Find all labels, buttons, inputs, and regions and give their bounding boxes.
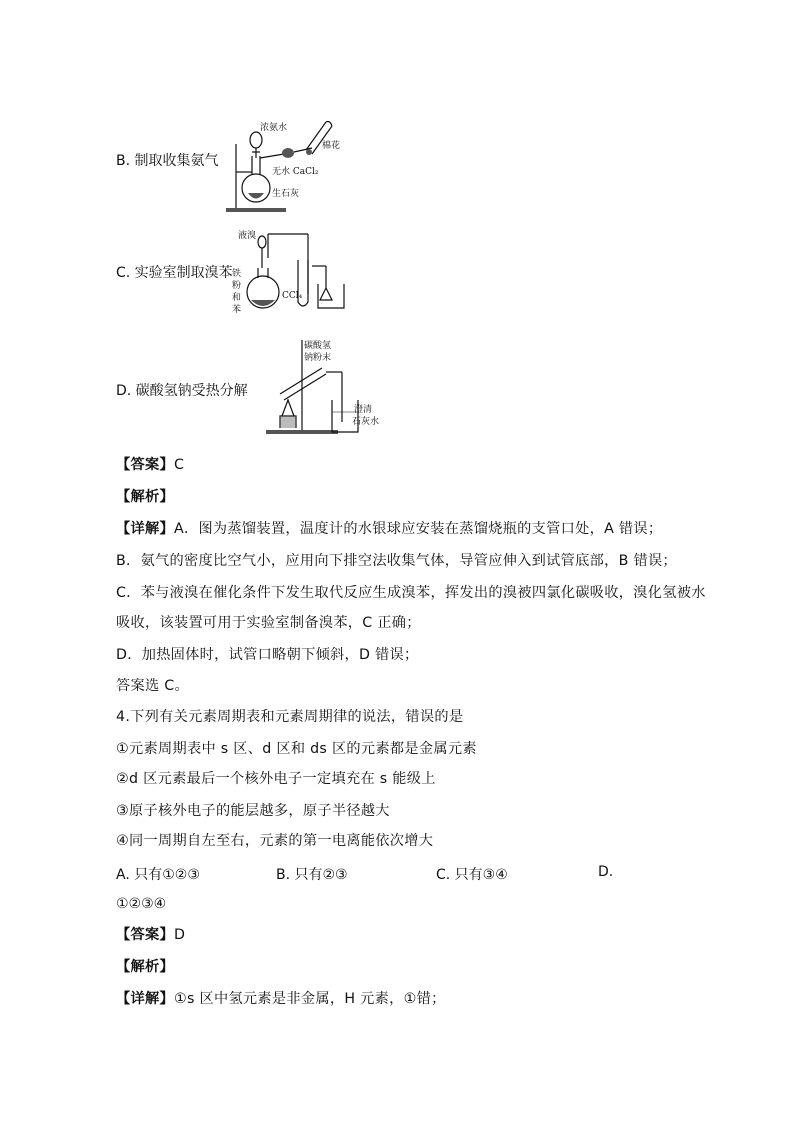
answer-value: C xyxy=(173,457,185,473)
nahco3-decomposition-figure xyxy=(262,338,392,438)
label-nahco3-line2: 钠粉末 xyxy=(304,353,332,363)
label-anhydrous-cacl2: 无水 CaCl₂ xyxy=(272,167,319,177)
detail-line-2 xyxy=(116,990,446,1008)
bromobenzene-apparatus-figure xyxy=(228,226,363,318)
detail-line-c2: 吸收，该装置可用于实验室制备溴苯，C 正确； xyxy=(116,615,421,631)
answer-line-2 xyxy=(116,926,185,944)
analysis-tag: 【解析】 xyxy=(116,489,174,505)
ammonia-apparatus-figure xyxy=(222,118,352,218)
question-4-option-d-value: ①②③④ xyxy=(116,896,167,912)
label-limewater-line1: 澄清 xyxy=(354,405,373,415)
label-cotton: 棉花 xyxy=(322,141,341,151)
question-4-option-d-label: D. xyxy=(598,864,614,880)
label-nahco3-line1: 碳酸氢 xyxy=(304,341,332,351)
option-b-label: B. 制取收集氨气 xyxy=(116,153,219,169)
detail-line-d: D．加热固体时，试管口略朝下倾斜，D 错误； xyxy=(116,647,419,663)
question-4-statement-3: ③原子核外电子的能层越多，原子半径越大 xyxy=(116,803,390,819)
analysis-line-2 xyxy=(116,958,174,976)
answer-line-1 xyxy=(116,456,184,474)
question-4-option-b: B. 只有②③ xyxy=(276,867,348,883)
label-ccl4: CCl₄ xyxy=(282,291,303,301)
label-benzene: 苯 xyxy=(232,305,242,315)
detail-line-c1: C．苯与液溴在催化条件下发生取代反应生成溴苯，挥发出的溴被四氯化碳吸收，溴化氢被水 xyxy=(116,585,706,601)
detail-line-a xyxy=(116,520,662,538)
detail-conclusion: 答案选 C。 xyxy=(116,678,189,694)
question-4-stem: 4.下列有关元素周期表和元素周期律的说法，错误的是 xyxy=(116,709,464,725)
question-4-statement-2: ②d 区元素最后一个核外电子一定填充在 s 能级上 xyxy=(116,771,436,787)
question-4-option-c: C. 只有③④ xyxy=(436,867,508,883)
analysis-line-1 xyxy=(116,488,174,506)
label-and: 和 xyxy=(232,293,242,303)
answer-tag: 【答案】 xyxy=(116,457,174,473)
label-liquid-bromine: 液溴 xyxy=(238,231,257,241)
option-d-label: D. 碳酸氢钠受热分解 xyxy=(116,383,248,399)
label-powder: 粉 xyxy=(232,281,242,291)
option-c-label: C. 实验室制取溴苯 xyxy=(116,265,233,281)
question-4-statement-1: ①元素周期表中 s 区、d 区和 ds 区的元素都是金属元素 xyxy=(116,741,477,757)
label-limewater-line2: 石灰水 xyxy=(352,417,380,427)
question-4-option-a: A. 只有①②③ xyxy=(116,867,200,883)
analysis-tag-2: 【解析】 xyxy=(116,959,174,975)
label-quicklime: 生石灰 xyxy=(272,189,300,199)
detail-2-text: ①s 区中氢元素是非金属，H 元素，①错； xyxy=(173,991,446,1007)
detail-tag-2: 【详解】 xyxy=(116,991,174,1007)
detail-a-text: A．图为蒸馏装置，温度计的水银球应安装在蒸馏烧瓶的支管口处，A 错误； xyxy=(173,521,663,537)
label-iron: 铁 xyxy=(232,269,242,279)
detail-tag: 【详解】 xyxy=(116,521,174,537)
label-concentrated-ammonia: 浓氨水 xyxy=(260,123,288,133)
answer-tag-2: 【答案】 xyxy=(116,927,174,943)
question-4-statement-4: ④同一周期自左至右，元素的第一电离能依次增大 xyxy=(116,833,434,849)
answer-value-2: D xyxy=(173,927,186,943)
detail-line-b: B．氨气的密度比空气小，应用向下排空法收集气体，导管应伸入到试管底部，B 错误； xyxy=(116,553,677,569)
